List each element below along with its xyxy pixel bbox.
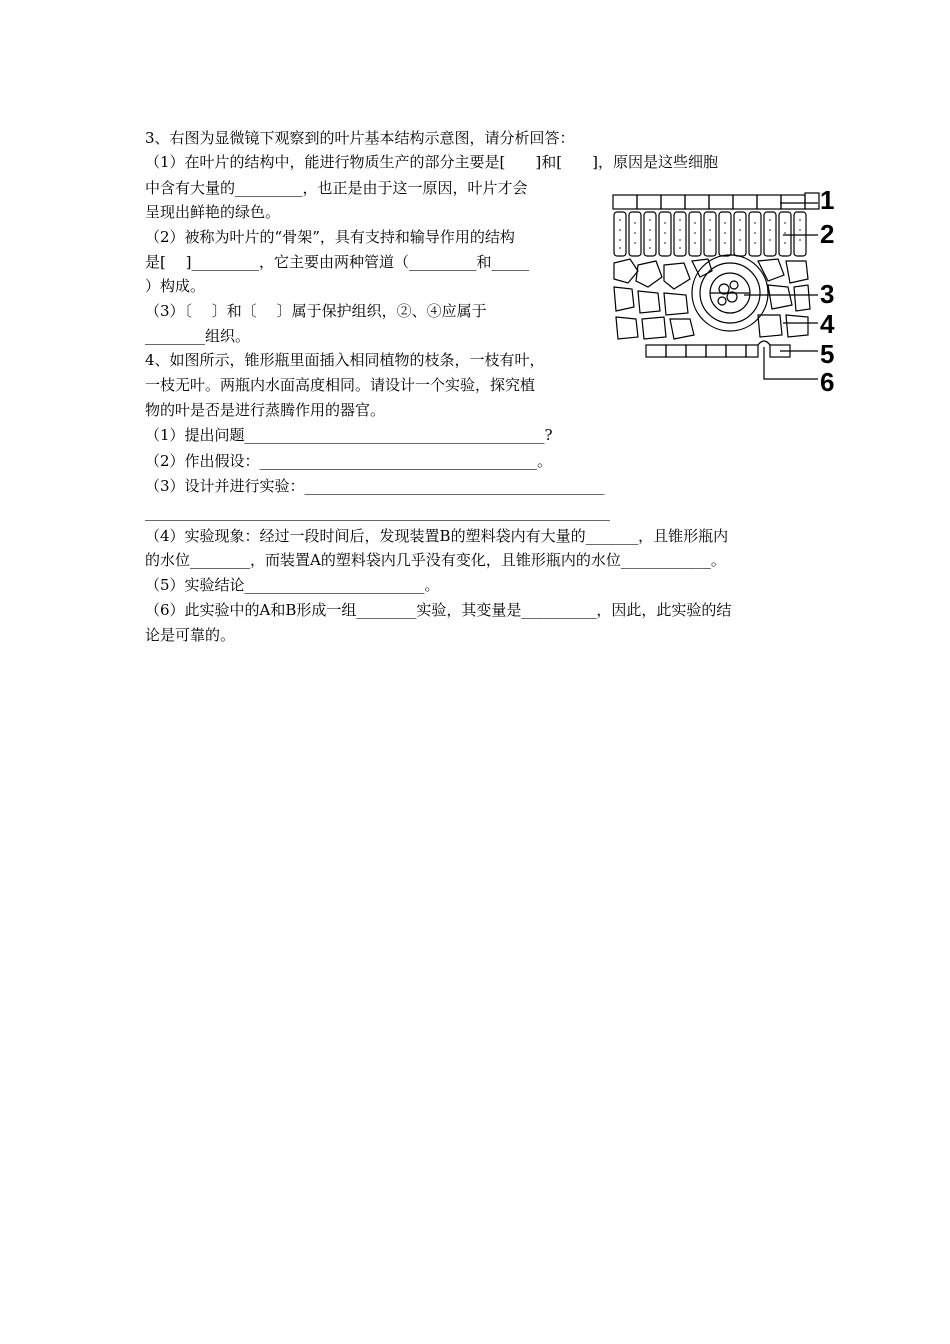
leaf-diagram xyxy=(608,185,846,397)
q3-part2-line2: 是[ ]_________，它主要由两种管道（_________和_____ xyxy=(145,253,529,271)
q4-intro-line2: 一枝无叶。两瓶内水面高度相同。请设计一个实验，探究植 xyxy=(145,376,536,394)
q3-part1-line3: 呈现出鲜艳的绿色。 xyxy=(145,203,281,221)
q4-step3-line1: （3）设计并进行实验：________________________________________ xyxy=(145,477,605,495)
q4-step5: （5）实验结论________________________。 xyxy=(145,576,440,594)
q4-step3-line2: ______________________________________________________________ xyxy=(145,503,610,521)
q4-intro-line1: 4、如图所示，锥形瓶里面插入相同植物的枝条，一枝有叶， xyxy=(145,351,545,369)
figure-label-2: 2 xyxy=(820,219,835,249)
chloroplast-dots xyxy=(619,219,801,249)
q4-step6-line2: 论是可靠的。 xyxy=(145,626,236,644)
q3-part2-line3: ）构成。 xyxy=(145,277,206,295)
figure-label-5: 5 xyxy=(820,339,835,369)
upper-epidermis xyxy=(613,193,819,209)
q4-step4-line2: 的水位________，而装置A的塑料袋内几乎没有变化，且锥形瓶内的水位____________。 xyxy=(145,551,726,569)
q4-step6-line1: （6）此实验中的A和B形成一组________实验，其变量是__________，因此，此实验的结 xyxy=(145,601,732,619)
figure-label-3: 3 xyxy=(820,279,835,309)
q3-title: 3、右图为显微镜下观察到的叶片基本结构示意图，请分析回答： xyxy=(145,129,575,147)
q3-part1-line2: 中含有大量的_________，也正是由于这一原因，叶片才会 xyxy=(145,179,528,197)
q4-step2: （2）作出假设：_____________________________________。 xyxy=(145,452,553,470)
figure-label-4: 4 xyxy=(820,309,835,339)
vein xyxy=(692,255,768,331)
q4-step4-line1: （4）实验现象：经过一段时间后，发现装置B的塑料袋内有大量的_______，且锥形瓶内 xyxy=(145,527,729,545)
q3-part2-line1: （2）被称为叶片的“骨架”，具有支持和输导作用的结构 xyxy=(145,228,515,246)
q4-intro-line3: 物的叶是否是进行蒸腾作用的器官。 xyxy=(145,401,386,419)
figure-label-1: 1 xyxy=(820,185,835,215)
palisade-layer xyxy=(614,212,806,256)
q3-part3-line2: ________组织。 xyxy=(145,327,251,345)
q3-part3-line1: （3）〔 〕和〔 〕属于保护组织，②、④应属于 xyxy=(145,302,487,320)
q3-part1-line1: （1）在叶片的结构中，能进行物质生产的部分主要是[ ]和[ ]，原因是这些细胞 xyxy=(145,153,718,171)
q4-step1: （1）提出问题________________________________________? xyxy=(145,426,553,444)
figure-label-6: 6 xyxy=(820,367,835,397)
leaf-cross-section-figure xyxy=(608,185,846,397)
leader-lines xyxy=(744,203,818,379)
lower-epidermis xyxy=(646,341,790,357)
